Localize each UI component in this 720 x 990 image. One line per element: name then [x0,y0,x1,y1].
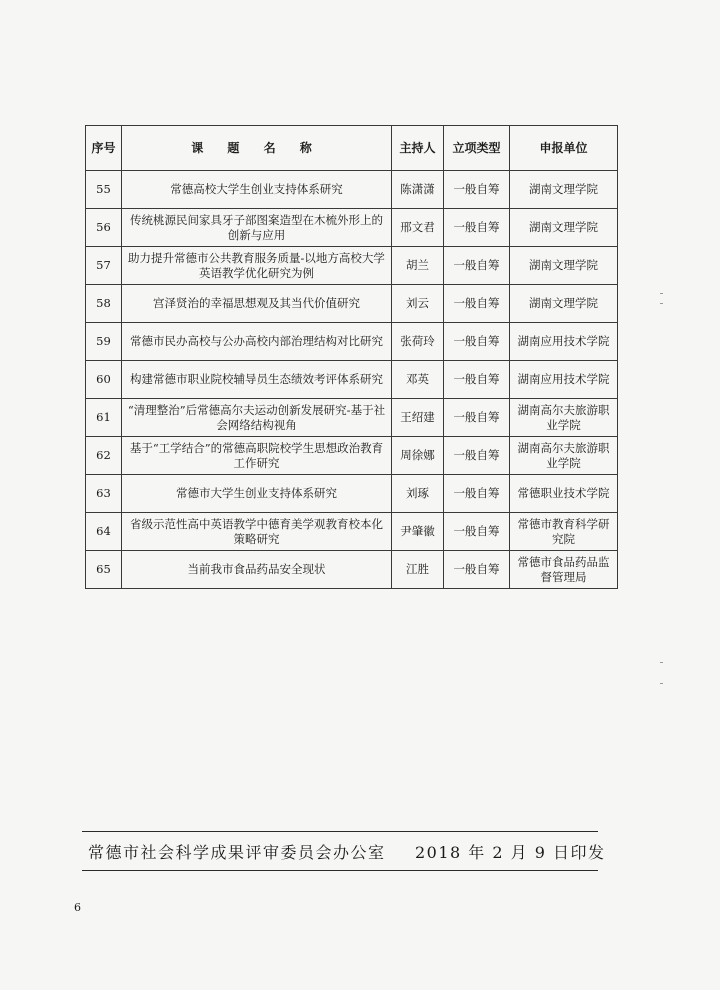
scan-mark [660,303,663,304]
row-no: 64 [86,513,122,551]
row-no: 60 [86,361,122,399]
row-host: 胡兰 [392,247,444,285]
table-header-row [86,126,618,171]
header-title: 课 题 名 称 [122,126,392,171]
row-title: 省级示范性高中英语教学中德育美学观教育校本化策略研究 [122,513,392,551]
row-no: 56 [86,209,122,247]
row-type: 一般自筹 [444,437,510,475]
table-row [86,323,618,361]
row-unit: 常德市食品药品监督管理局 [510,551,618,589]
row-type: 一般自筹 [444,285,510,323]
row-unit: 湖南文理学院 [510,171,618,209]
row-title: “清理整治”后常德高尔夫运动创新发展研究-基于社会网络结构视角 [122,399,392,437]
issuing-office: 常德市社会科学成果评审委员会办公室 [88,843,386,862]
row-unit: 湖南高尔夫旅游职业学院 [510,437,618,475]
scan-mark [660,293,663,294]
table-row [86,513,618,551]
table-row [86,171,618,209]
row-host: 陈潇潇 [392,171,444,209]
header-unit: 申报单位 [510,126,618,171]
row-no: 55 [86,171,122,209]
scan-mark [660,662,663,663]
table-row [86,475,618,513]
row-unit: 湖南文理学院 [510,247,618,285]
row-no: 65 [86,551,122,589]
row-host: 张荷玲 [392,323,444,361]
table-row [86,437,618,475]
row-type: 一般自筹 [444,323,510,361]
row-host: 王绍建 [392,399,444,437]
table-row [86,361,618,399]
row-title: 常德市民办高校与公办高校内部治理结构对比研究 [122,323,392,361]
table-row [86,399,618,437]
row-type: 一般自筹 [444,247,510,285]
header-host: 主持人 [392,126,444,171]
row-type: 一般自筹 [444,513,510,551]
table-row [86,209,618,247]
row-title: 传统桃源民间家具牙子部图案造型在木梳外形上的创新与应用 [122,209,392,247]
row-title: 助力提升常德市公共教育服务质量-以地方高校大学英语教学优化研究为例 [122,247,392,285]
row-unit: 湖南应用技术学院 [510,323,618,361]
row-unit: 湖南高尔夫旅游职业学院 [510,399,618,437]
table-row [86,247,618,285]
row-host: 尹肇徽 [392,513,444,551]
row-host: 周徐娜 [392,437,444,475]
page-number: 6 [74,901,81,914]
row-host: 邓英 [392,361,444,399]
header-no: 序号 [86,126,122,171]
footer-divider-top [82,831,598,832]
row-no: 61 [86,399,122,437]
row-type: 一般自筹 [444,551,510,589]
row-title: 基于“工学结合”的常德高职院校学生思想政治教育工作研究 [122,437,392,475]
issue-date: 2018 年 2 月 9 日印发 [415,843,606,862]
row-title: 常德高校大学生创业支持体系研究 [122,171,392,209]
row-no: 62 [86,437,122,475]
row-unit: 湖南应用技术学院 [510,361,618,399]
row-type: 一般自筹 [444,399,510,437]
footer-divider-bottom [82,870,598,871]
scan-mark [660,683,663,684]
row-unit: 常德职业技术学院 [510,475,618,513]
project-table [85,125,618,589]
row-type: 一般自筹 [444,171,510,209]
table-row [86,285,618,323]
row-title: 宫泽贤治的幸福思想观及其当代价值研究 [122,285,392,323]
row-title: 构建常德市职业院校辅导员生态绩效考评体系研究 [122,361,392,399]
row-no: 59 [86,323,122,361]
row-no: 57 [86,247,122,285]
row-no: 63 [86,475,122,513]
row-type: 一般自筹 [444,475,510,513]
row-unit: 湖南文理学院 [510,285,618,323]
row-title: 当前我市食品药品安全现状 [122,551,392,589]
row-unit: 常德市教育科学研究院 [510,513,618,551]
row-host: 刘云 [392,285,444,323]
row-host: 江胜 [392,551,444,589]
row-type: 一般自筹 [444,361,510,399]
row-type: 一般自筹 [444,209,510,247]
header-type: 立项类型 [444,126,510,171]
row-host: 刘琢 [392,475,444,513]
row-host: 邢文君 [392,209,444,247]
row-unit: 湖南文理学院 [510,209,618,247]
row-title: 常德市大学生创业支持体系研究 [122,475,392,513]
table-row [86,551,618,589]
row-no: 58 [86,285,122,323]
